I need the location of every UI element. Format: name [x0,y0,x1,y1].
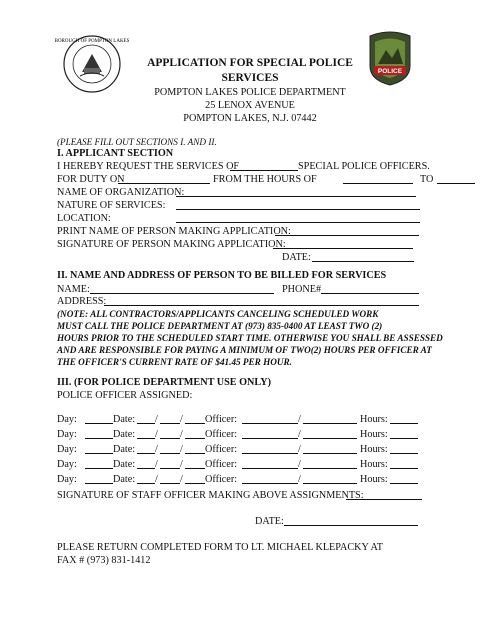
department-city: POMPTON LAKES, N.J. 07442 [183,113,317,124]
form-title-line2: SERVICES [221,72,279,84]
duty-to-label: TO [420,174,434,185]
assignment-officer-field[interactable] [242,423,298,424]
officer-assigned-label: POLICE OFFICER ASSIGNED: [57,390,193,401]
organization-label: NAME OF ORGANIZATION: [57,187,185,198]
date-separator: / [180,429,183,440]
date-separator: / [155,444,158,455]
assignment-dayofmonth-field[interactable] [160,453,180,454]
section3-heading: III. (FOR POLICE DEPARTMENT USE ONLY) [57,377,271,388]
assignment-day-field[interactable] [85,483,113,484]
assignment-hours-label: Hours: [360,474,388,485]
phone-label: PHONE# [282,284,322,295]
duty-date-field[interactable] [118,183,210,184]
assignment-hours-field[interactable] [390,468,418,469]
date-separator: / [155,429,158,440]
return-instructions: PLEASE RETURN COMPLETED FORM TO LT. MICHAEL KLEPACKY AT [57,542,383,553]
staff-signature-field[interactable] [346,499,422,500]
assignment-day-label: Day: [57,414,77,425]
assignment-hours-field[interactable] [390,438,418,439]
officer-separator: / [298,474,301,485]
date-label: DATE: [282,252,311,263]
assignment-officer-label: Officer: [205,474,238,485]
assignment-day-label: Day: [57,474,77,485]
cancel-note-line1: (NOTE: ALL CONTRACTORS/APPLICANTS CANCELING SCHEDULED WORK [57,309,379,319]
date-separator: / [155,459,158,470]
signature-field[interactable] [273,248,413,249]
assignment-day-label: Day: [57,429,77,440]
fax-number: FAX # (973) 831-1412 [57,555,151,566]
assignment-officer-field[interactable] [242,438,298,439]
svg-text:BOROUGH OF POMPTON LAKES: BOROUGH OF POMPTON LAKES [54,39,130,44]
print-name-label: PRINT NAME OF PERSON MAKING APPLICATION: [57,226,291,237]
assignment-officer-field[interactable] [242,453,298,454]
assignment-year-field[interactable] [185,438,205,439]
police-patch-logo [366,30,414,86]
borough-seal-logo [54,34,130,94]
patch-police-text: POLICE [377,68,403,75]
date-separator: / [180,414,183,425]
assignment-hours-label: Hours: [360,444,388,455]
assignment-dayofmonth-field[interactable] [160,423,180,424]
assignment-hours-field[interactable] [390,423,418,424]
assignment-month-field[interactable] [137,453,155,454]
assignment-badge-field[interactable] [303,483,357,484]
phone-field[interactable] [321,293,419,294]
assignment-dayofmonth-field[interactable] [160,438,180,439]
billing-name-label: NAME: [57,284,90,295]
instructions-note: (PLEASE FILL OUT SECTIONS I. AND II. [57,137,217,147]
staff-date-field[interactable] [284,525,418,526]
nature-field[interactable] [176,209,420,210]
department-address: 25 LENOX AVENUE [205,100,295,111]
officer-separator: / [298,429,301,440]
assignment-hours-field[interactable] [390,453,418,454]
location-field[interactable] [176,222,420,223]
request-line-suffix: SPECIAL POLICE OFFICERS. [298,161,430,172]
section2-heading: II. NAME AND ADDRESS OF PERSON TO BE BILLED FOR SERVICES [57,270,387,281]
date-separator: / [180,444,183,455]
location-label: LOCATION: [57,213,111,224]
form-title-line1: APPLICATION FOR SPECIAL POLICE [147,57,353,69]
assignment-month-field[interactable] [137,438,155,439]
duty-date-label: FOR DUTY ON [57,174,125,185]
date-field[interactable] [312,261,414,262]
officers-count-field[interactable] [230,170,298,171]
section1-heading: I. APPLICANT SECTION [57,148,174,159]
print-name-field[interactable] [275,235,419,236]
staff-signature-label: SIGNATURE OF STAFF OFFICER MAKING ABOVE ASSIGNMENTS: [57,490,364,501]
assignment-officer-field[interactable] [242,483,298,484]
assignment-badge-field[interactable] [303,423,357,424]
assignment-month-field[interactable] [137,423,155,424]
assignment-day-field[interactable] [85,468,113,469]
assignment-dayofmonth-field[interactable] [160,483,180,484]
assignment-badge-field[interactable] [303,438,357,439]
officer-separator: / [298,414,301,425]
assignment-month-field[interactable] [137,483,155,484]
assignment-day-label: Day: [57,444,77,455]
assignment-date-label: Date: [113,414,136,425]
assignment-officer-label: Officer: [205,444,238,455]
assignment-officer-label: Officer: [205,459,238,470]
assignment-date-label: Date: [113,459,136,470]
billing-address-field[interactable] [104,305,419,306]
department-name: POMPTON LAKES POLICE DEPARTMENT [154,87,346,98]
assignment-year-field[interactable] [185,453,205,454]
request-line-label: I HEREBY REQUEST THE SERVICES OF [57,161,240,172]
assignment-badge-field[interactable] [303,453,357,454]
assignment-date-label: Date: [113,474,136,485]
assignment-year-field[interactable] [185,423,205,424]
cancel-note-line4: AND ARE RESPONSIBLE FOR PAYING A MINIMUM OF TWO(2) HOURS PER OFFICER AT [57,345,432,355]
assignment-officer-field[interactable] [242,468,298,469]
officer-separator: / [298,444,301,455]
date-separator: / [155,414,158,425]
assignment-year-field[interactable] [185,468,205,469]
cancel-note-line3: HOURS PRIOR TO THE SCHEDULED START TIME. OTHERWISE YOU SHALL BE ASSESSED [57,333,443,343]
assignment-officer-label: Officer: [205,429,238,440]
officer-separator: / [298,459,301,470]
cancel-note-line2: MUST CALL THE POLICE DEPARTMENT AT (973) 835-0400 AT LEAST TWO (2) [57,321,383,331]
assignment-hours-field[interactable] [390,483,418,484]
organization-field[interactable] [176,196,416,197]
billing-name-field[interactable] [90,293,274,294]
date-separator: / [155,474,158,485]
date-separator: / [180,459,183,470]
assignment-badge-field[interactable] [303,468,357,469]
assignment-day-field[interactable] [85,423,113,424]
date-separator: / [180,474,183,485]
cancel-note-line5: THE OFFICER'S CURRENT RATE OF $41.45 PER HOUR. [57,357,292,367]
assignment-date-label: Date: [113,429,136,440]
assignment-hours-label: Hours: [360,459,388,470]
assignment-officer-label: Officer: [205,414,238,425]
nature-label: NATURE OF SERVICES: [57,200,166,211]
assignment-dayofmonth-field[interactable] [160,468,180,469]
duty-hours-label: FROM THE HOURS OF [213,174,317,185]
billing-address-label: ADDRESS: [57,296,107,307]
assignment-day-label: Day: [57,459,77,470]
assignment-hours-label: Hours: [360,429,388,440]
hours-from-field[interactable] [343,183,413,184]
assignment-date-label: Date: [113,444,136,455]
assignment-day-field[interactable] [85,438,113,439]
assignment-month-field[interactable] [137,468,155,469]
assignment-year-field[interactable] [185,483,205,484]
assignment-day-field[interactable] [85,453,113,454]
assignment-hours-label: Hours: [360,414,388,425]
signature-label: SIGNATURE OF PERSON MAKING APPLICATION: [57,239,286,250]
staff-date-label: DATE: [255,516,284,527]
hours-to-field[interactable] [437,183,475,184]
